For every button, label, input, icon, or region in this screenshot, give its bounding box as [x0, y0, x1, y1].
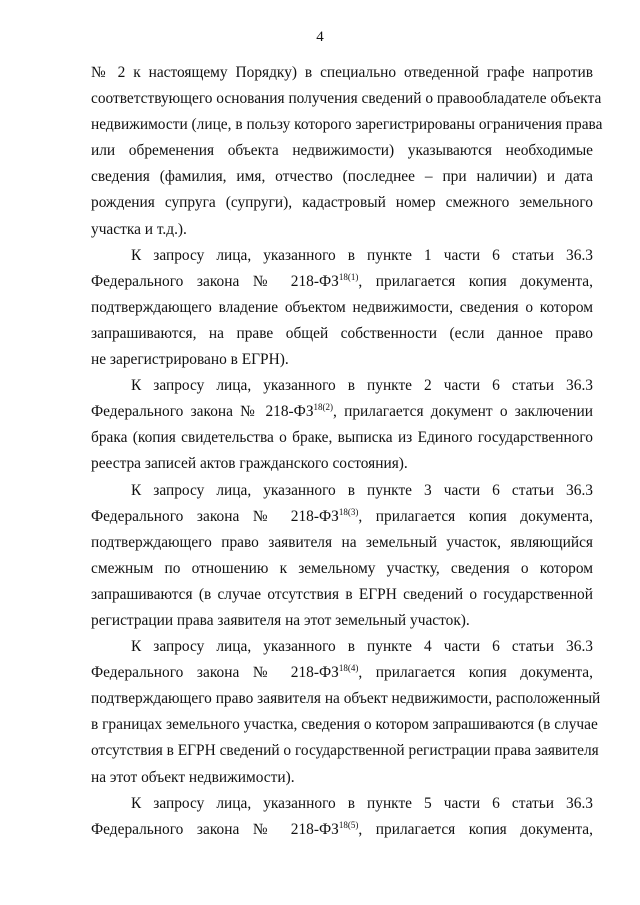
document-body [91, 60, 603, 843]
paragraph [91, 373, 593, 477]
text-line: на этот объект недвижимости). [91, 768, 295, 786]
text-line: К запросу лица, указанного в пункте 5 части 6 статьи 36.3 [131, 794, 593, 812]
footnote-ref: 18(1) [338, 271, 359, 282]
text-line: Федерального закона № $218-ФЗ^{18(5)}$, прилагается копия документа, [91, 819, 593, 838]
text-line: не зарегистрировано в ЕГРН). [91, 351, 289, 369]
text-line: Федерального закона № $218-ФЗ^{18(4)}$, прилагается копия документа, [91, 663, 593, 682]
text-line: подтверждающего право заявителя на объект недвижимости, расположенный [91, 690, 601, 708]
text-line: К запросу лица, указанного в пункте 3 части 6 статьи 36.3 [131, 481, 593, 499]
text-line: запрашиваются, на праве общей собственности (если данное право [91, 324, 593, 342]
text-line: в границах земельного участка, сведения о котором запрашиваются (в случае [91, 716, 598, 734]
text-line: К запросу лица, указанного в пункте 2 части 6 статьи 36.3 [131, 377, 593, 395]
text-line: смежным по отношению к земельному участку, сведения о котором [91, 559, 593, 577]
paragraph [91, 634, 601, 791]
text-line: или обременения объекта недвижимости) указываются необходимые [91, 142, 593, 160]
text-line: брака (копия свидетельства о браке, выписка из Единого государственного [91, 429, 593, 447]
paragraph [91, 60, 603, 243]
text-line: подтверждающего право заявителя на земельный участок, являющийся [91, 533, 593, 551]
paragraph [91, 791, 593, 843]
text-line: К запросу лица, указанного в пункте 1 части 6 статьи 36.3 [131, 246, 593, 264]
paragraph [91, 478, 593, 635]
footnote-ref: 18(4) [338, 663, 359, 674]
text-line: участка и т.д.). [91, 220, 187, 238]
footnote-ref: 18(3) [338, 506, 359, 517]
text-line: подтверждающего владение объектом недвижимости, сведения о котором [91, 298, 593, 316]
footnote-ref: 18(2) [313, 402, 334, 413]
text-line: запрашиваются (в случае отсутствия в ЕГРН сведений о государственной [91, 585, 593, 603]
page-number: 4 [316, 29, 324, 45]
text-line: недвижимости (лице, в пользу которого зарегистрированы ограничения права [91, 116, 603, 134]
text-line: Федерального закона № $218-ФЗ^{18(3)}$, прилагается копия документа, [91, 506, 593, 525]
text-line: регистрации права заявителя на этот земельный участок). [91, 611, 470, 629]
text-line: Федерального закона № $218-ФЗ^{18(1)}$, прилагается копия документа, [91, 271, 593, 290]
text-line: соответствующего основания получения сведений о правообладателе объекта [91, 90, 602, 108]
text-line: отсутствия в ЕГРН сведений о государственной регистрации права заявителя [91, 742, 599, 760]
text-line: Федерального закона № $218-ФЗ^{18(2)}$, прилагается документ о заключении [91, 402, 593, 421]
paragraph [91, 243, 593, 373]
text-line: сведения (фамилия, имя, отчество (последнее – при наличии) и дата [91, 168, 593, 186]
text-line: № 2 к настоящему Порядку) в специально отведенной графе напротив [91, 64, 593, 81]
footnote-ref: 18(5) [338, 819, 359, 830]
text-line: К запросу лица, указанного в пункте 4 части 6 статьи 36.3 [131, 638, 593, 656]
text-line: рождения супруга (супруги), кадастровый номер смежного земельного [91, 194, 593, 212]
text-line: реестра записей актов гражданского состояния). [91, 455, 408, 473]
